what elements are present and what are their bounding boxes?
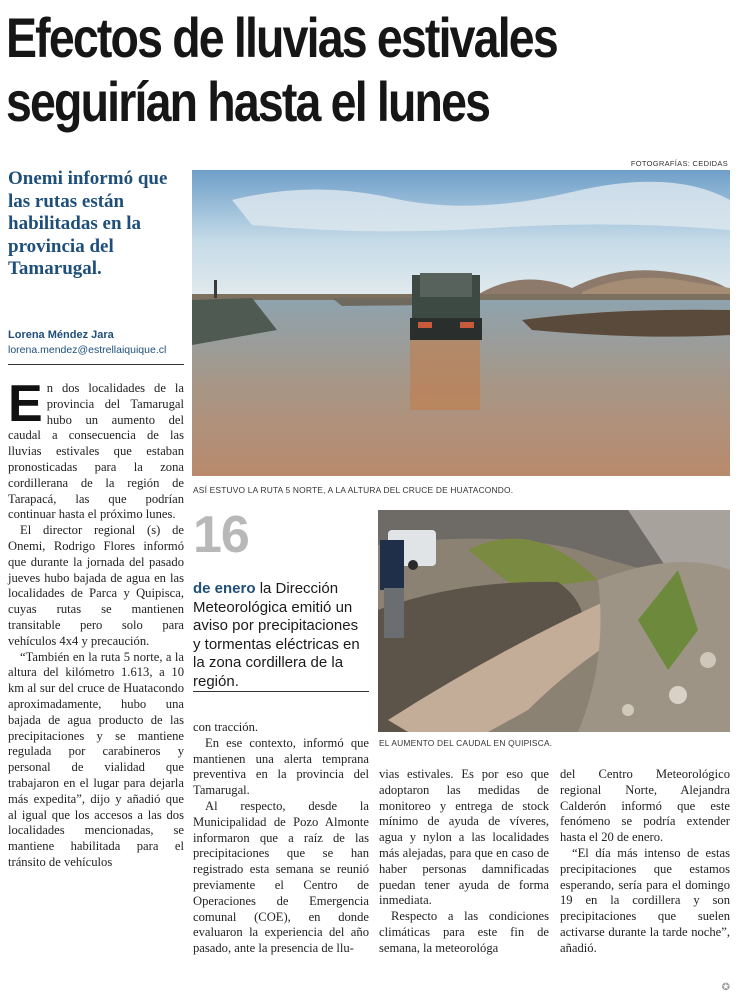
article-paragraph: En dos localidades de la provincia del Tamarugal hubo un aumento del caudal a consecuencia de las lluvias estivales que estaban pronosticadas para la zona cordillerana de la región de Tarapacá, las que podrían continuar hasta el próximo lunes. [8,375,184,522]
photo-flooded-route [192,170,730,476]
fact-divider [193,691,369,692]
fact-text [193,580,369,691]
end-mark-icon: ✪ [721,982,730,993]
headline [6,6,610,134]
article-paragraph: del Centro Meteorológico regional Norte, Alejandra Calderón informó que este fenómeno se podría extender hasta el 20 de enero. [560,767,730,845]
fact-number: 16 [193,506,249,564]
article-column-3 [379,767,549,957]
byline-divider [8,364,184,365]
article-paragraph: “También en la ruta 5 norte, a la altura del kilómetro 1.613, a 10 km al sur del cruce de Huatacondo aproximadamente, hubo una bajada de agua producto de las precipitaciones y se mantiene regulada por carabineros y personal de vialidad que trabajaron en el lugar para dejarla más expedita”, dijo y añadió que al igual que los accesos a las dos localidades mencionadas, se mantiene habilitada para el tránsito de vehículos [8,649,184,869]
byline-author: Lorena Méndez Jara [8,329,114,341]
byline-email[interactable]: lorena.mendez@estrellaiquique.cl [8,344,167,356]
article-column-1 [8,375,184,871]
article-paragraph: “El día más intenso de estas precipitaciones que estamos esperando, sería para el domingo 19 en la cordillera y son precipitaciones que suelen activarse durante la tarde noche”, añadió. [560,845,730,955]
article-paragraph: Al respecto, desde la Municipalidad de Pozo Almonte informaron que a raíz de las precipitaciones que se han registrado esta semana se reunió previamente el Centro de Operaciones de Emergencia comunal (COE), en donde evaluaron la experiencia del año pasado, ante la presencia de llu- [193,798,369,956]
article-paragraph: Respecto a las condiciones climáticas para este fin de semana, la meteorológa [379,909,549,955]
photo-flooded-route-image [192,170,730,476]
article-paragraph: vias estivales. Es por eso que adoptaron las medidas de monitoreo y entrega de stock mínimo de ayuda de víveres, agua y nylon a las localidades más alejadas, para que en caso de haber personas damnificadas puedan tener ayuda de forma inmediata. [379,767,549,908]
photo-quipisca-image [378,510,730,732]
article-column-4 [560,767,730,957]
article-column-2 [193,720,369,957]
drop-cap: E [8,375,43,433]
article-paragraph: El director regional (s) de Onemi, Rodrigo Flores informó que durante la jornada del pasado jueves hubo bajada de agua en las localidades de Parca y Quipisca, cuyas rutas se mantienen transitable pero solo para vehículos 4x4 y precaución. [8,523,184,648]
photo-quipisca-caption: EL AUMENTO DEL CAUDAL EN QUIPISCA. [379,738,553,748]
subtitle: Onemi informó que las rutas están habilitadas en la provincia del Tamarugal. [8,168,168,279]
fact-body: la Dirección Meteorológica emitió un aviso por precipitaciones y tormentas eléctricas en la zona cordillera de la región. [193,580,360,690]
photo-credit: FOTOGRAFÍAS: CEDIDAS [630,159,728,168]
headline-line-2: seguirían hasta el lunes [6,70,490,133]
fact-lead: de enero [193,580,256,597]
photo-quipisca [378,510,730,732]
headline-line-1: Efectos de lluvias estivales [6,6,557,69]
article-paragraph: En ese contexto, informó que mantienen una alerta temprana preventiva en la provincia del Tamarugal. [193,735,369,798]
photo-flooded-route-caption: ASÍ ESTUVO LA RUTA 5 NORTE, A LA ALTURA DEL CRUCE DE HUATACONDO. [193,485,514,495]
article-paragraph: con tracción. [193,720,259,734]
